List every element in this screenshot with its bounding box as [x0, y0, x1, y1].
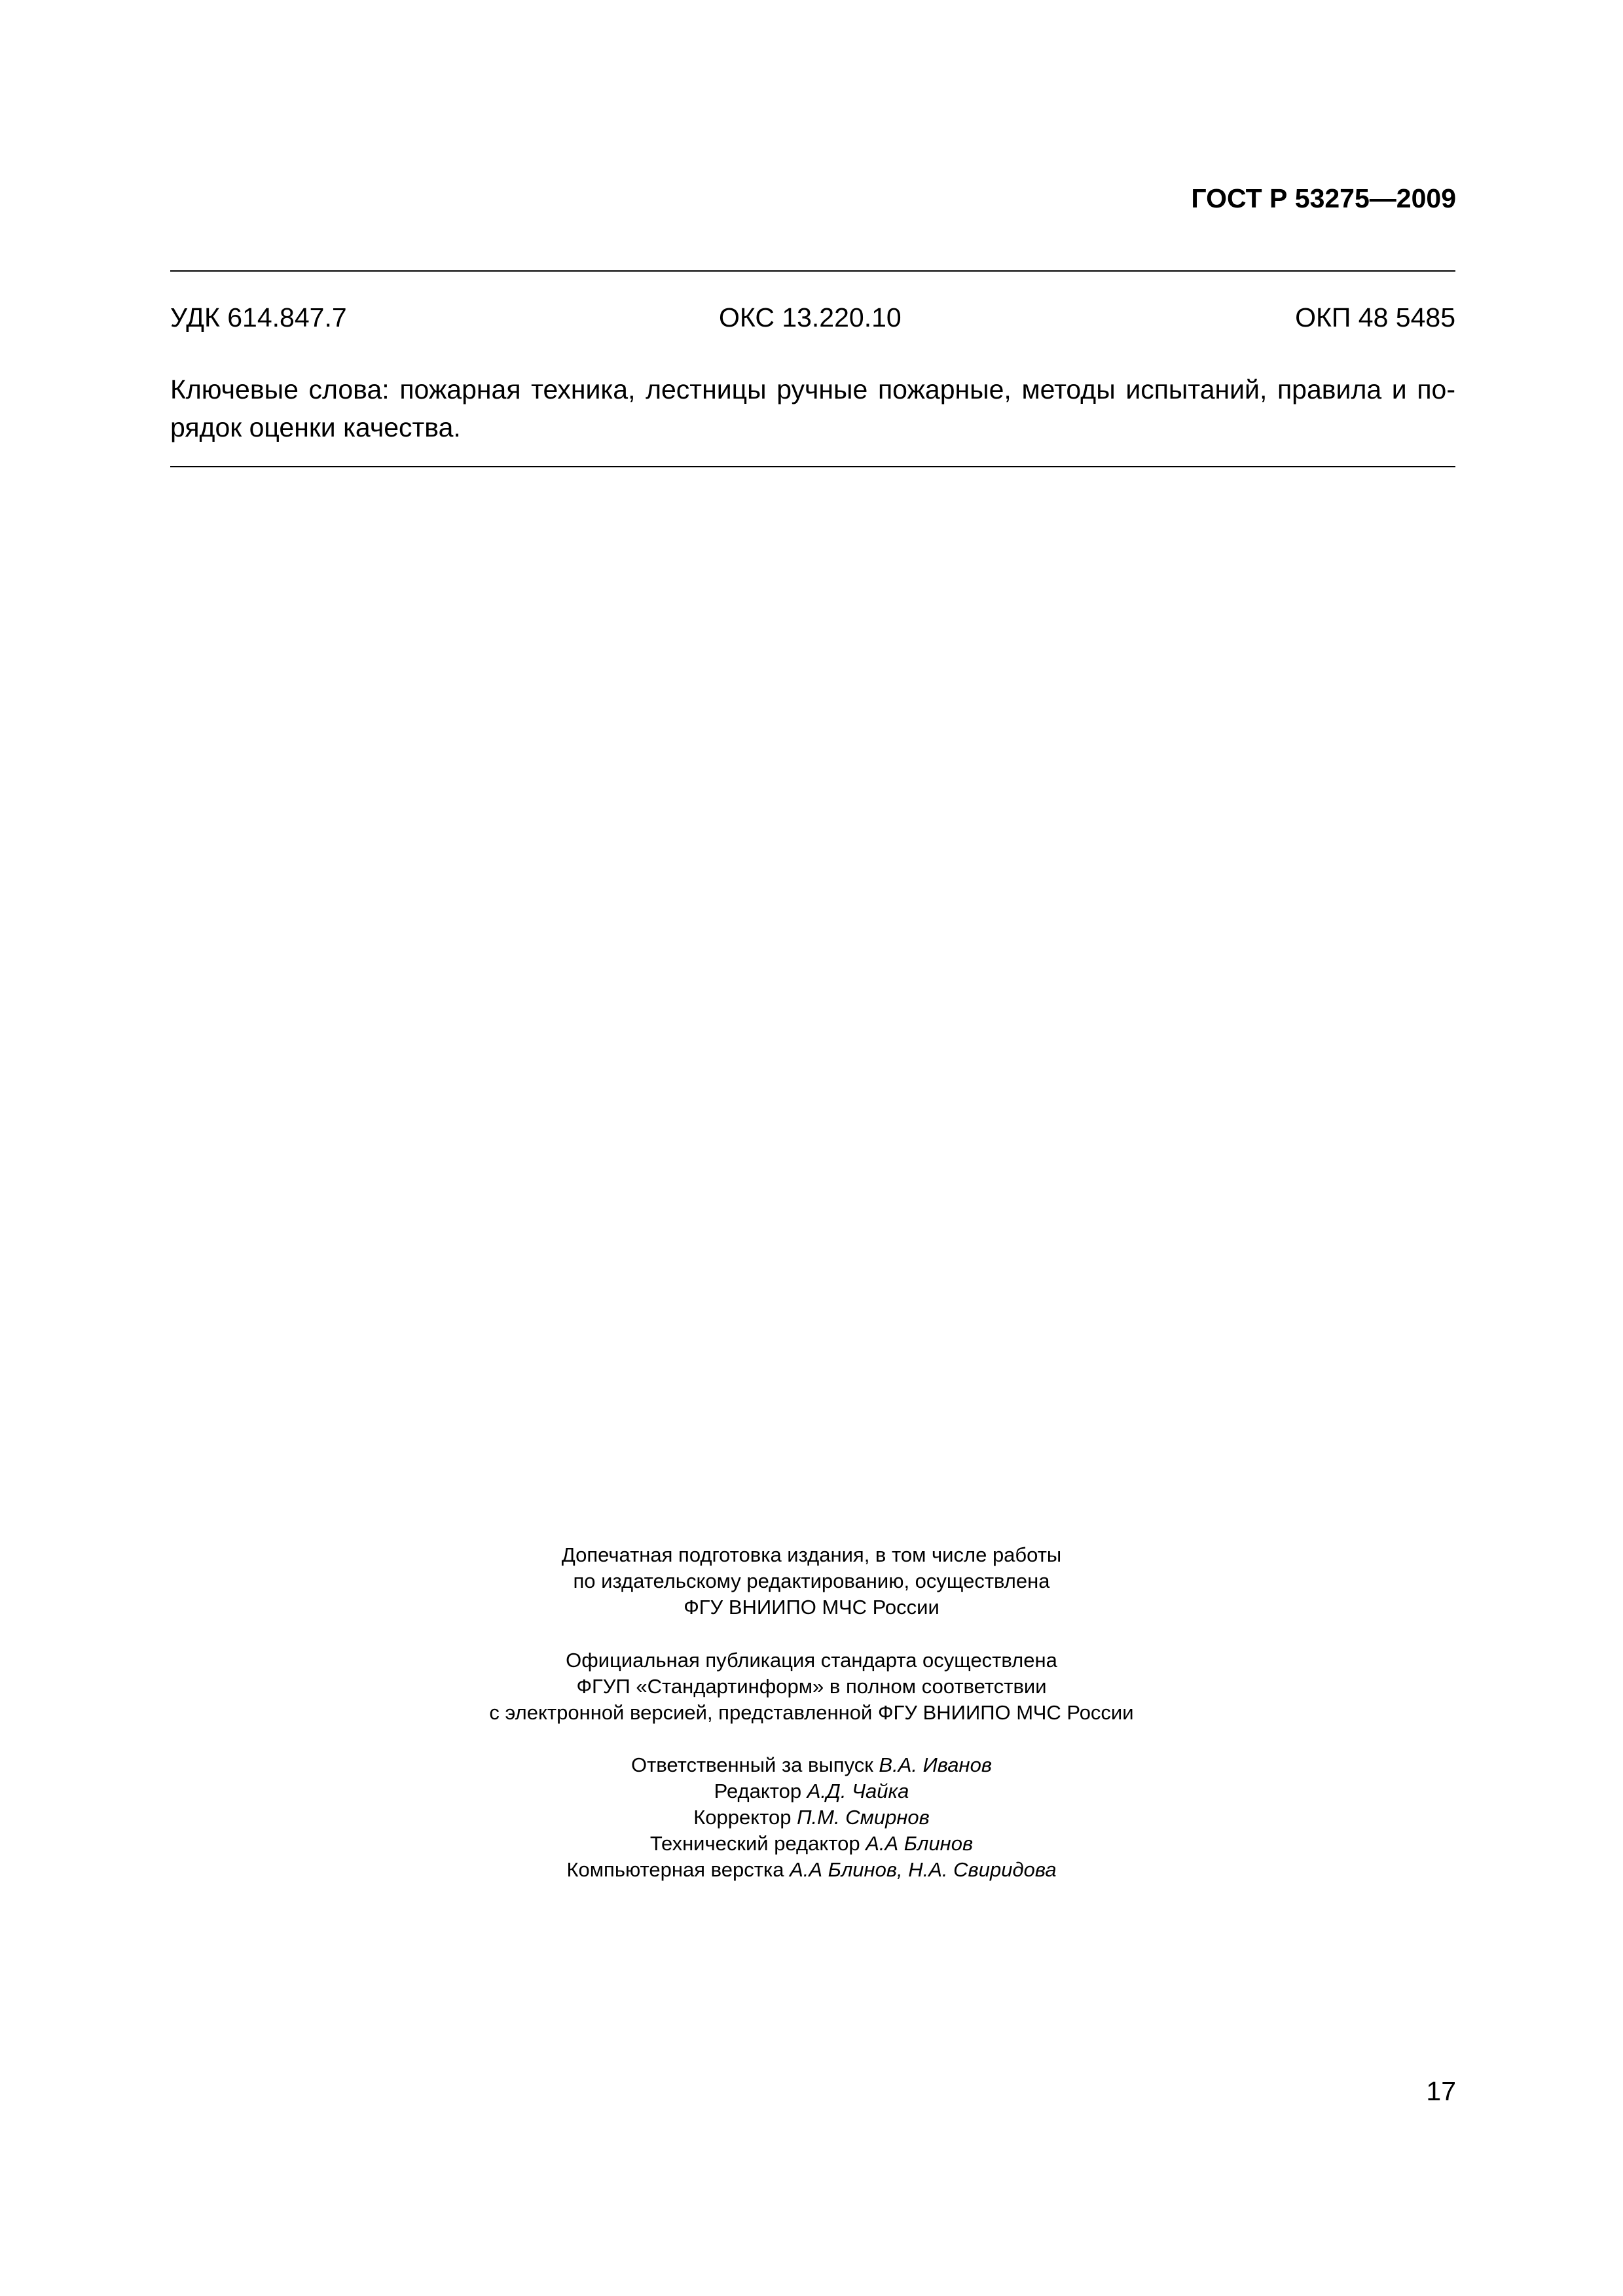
- imprint-line: Допечатная подготовка издания, в том числе работы: [561, 1543, 1062, 1566]
- keywords-line: рядок оценки качества.: [170, 412, 461, 442]
- page-number: 17: [1426, 2076, 1456, 2106]
- udk-code: УДК 614.847.7: [170, 302, 347, 332]
- staff-line: [0, 1778, 1623, 1804]
- publication-note: [0, 1647, 1623, 1726]
- okp-code: ОКП 48 5485: [1295, 302, 1455, 332]
- classification-codes: [170, 302, 1455, 338]
- staff-credits: [0, 1752, 1623, 1883]
- staff-name: А.А Блинов, Н.А. Свиридова: [790, 1858, 1057, 1881]
- staff-name: П.М. Смирнов: [797, 1806, 930, 1829]
- oks-code: ОКС 13.220.10: [719, 302, 902, 332]
- staff-name: В.А. Иванов: [879, 1753, 993, 1776]
- imprint-line: Официальная публикация стандарта осуществлена: [566, 1649, 1057, 1672]
- staff-name: А.Д. Чайка: [807, 1780, 909, 1803]
- staff-role: Компьютерная верстка: [566, 1858, 784, 1881]
- staff-role: Корректор: [693, 1806, 792, 1829]
- staff-line: [0, 1752, 1623, 1778]
- staff-line: [0, 1831, 1623, 1857]
- keywords-line: Ключевые слова: пожарная техника, лестницы ручные пожарные, методы испытаний, правила и по-: [170, 374, 1455, 404]
- imprint-line: ФГУП «Стандартинформ» в полном соответствии: [576, 1675, 1047, 1698]
- staff-line: [0, 1804, 1623, 1831]
- keywords-paragraph: [170, 370, 1455, 446]
- staff-line: [0, 1857, 1623, 1883]
- staff-role: Редактор: [714, 1780, 802, 1803]
- staff-name: А.А Блинов: [866, 1832, 974, 1855]
- document-title: ГОСТ Р 53275—2009: [1191, 183, 1456, 213]
- staff-role: Технический редактор: [649, 1832, 860, 1855]
- top-divider: [170, 270, 1455, 272]
- prepress-note: [0, 1542, 1623, 1621]
- staff-role: Ответственный за выпуск: [630, 1753, 873, 1776]
- imprint-line: ФГУ ВНИИПО МЧС России: [684, 1596, 939, 1619]
- imprint-line: с электронной версией, представленной ФГУ ВНИИПО МЧС России: [489, 1701, 1134, 1724]
- imprint-line: по издательскому редактированию, осуществлена: [573, 1570, 1050, 1592]
- bottom-divider: [170, 466, 1455, 467]
